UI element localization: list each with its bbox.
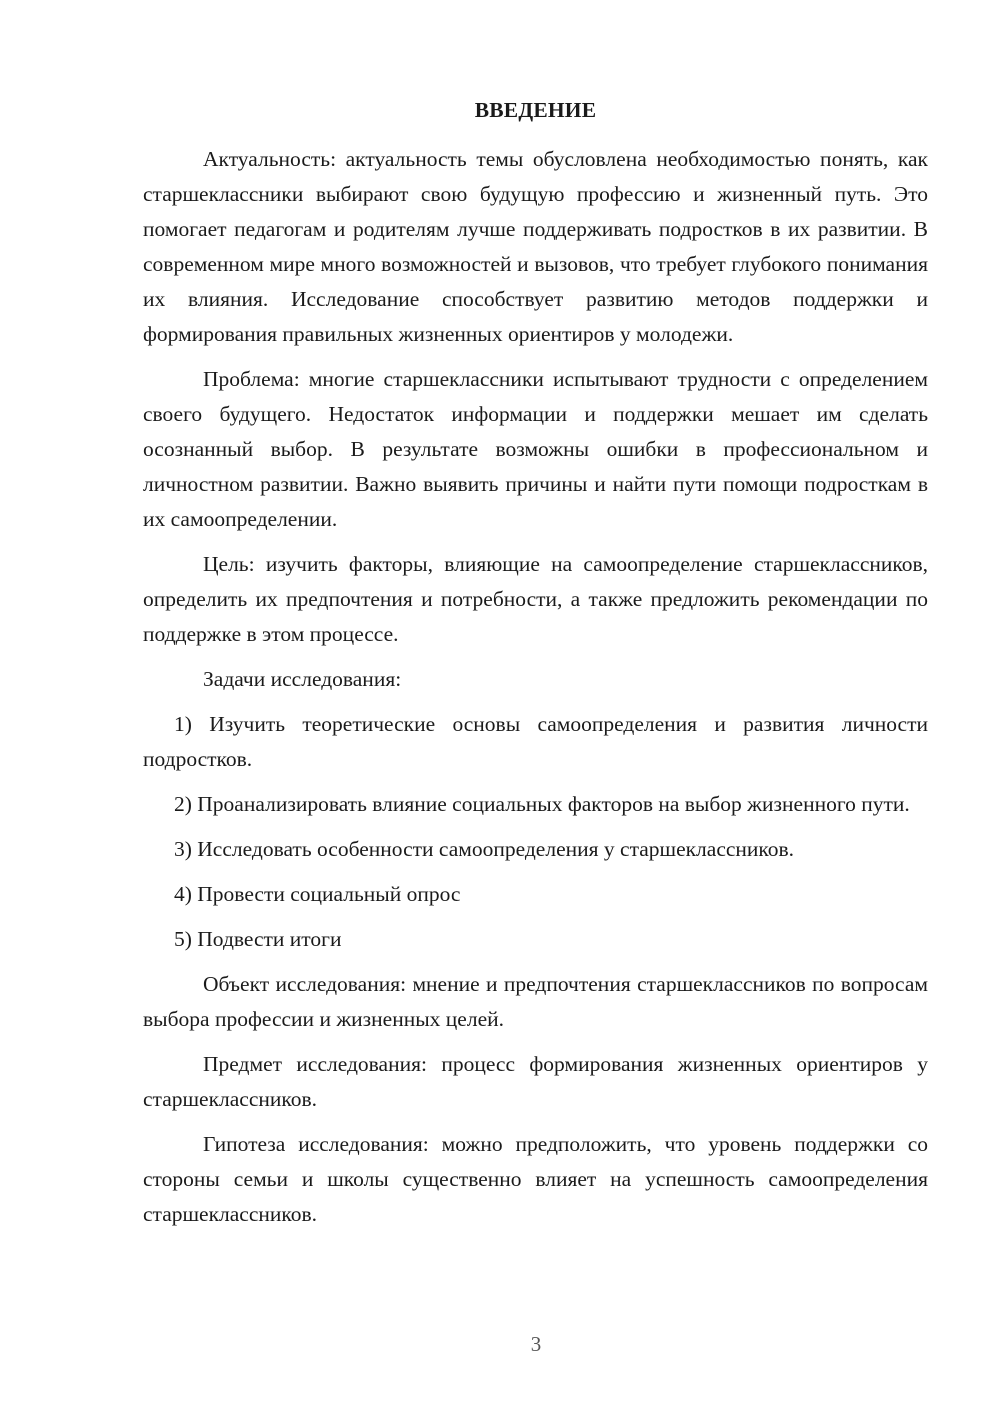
task-item-3: 3) Исследовать особенности самоопределения у старшеклассников.: [174, 837, 795, 861]
task-item-4: 4) Провести социальный опрос: [174, 882, 461, 906]
goal-paragraph: Цель: изучить факторы, влияющие на самоопределение старшеклассников, определить их предпочтения и потребности, а также предложить рекомендации по поддержке в этом процессе.: [143, 552, 928, 646]
tasks-heading: Задачи исследования:: [203, 667, 402, 691]
task-item-2: 2) Проанализировать влияние социальных факторов на выбор жизненного пути.: [174, 792, 910, 816]
subject-paragraph: Предмет исследования: процесс формирования жизненных ориентиров у старшеклассников.: [143, 1052, 928, 1111]
problem-paragraph: Проблема: многие старшеклассники испытывают трудности с определением своего будущего. Недостаток информации и поддержки мешает им сделать осознанный выбор. В результате возможны ошибки в профессиональном и личностном развитии. Важно выявить причины и найти пути помощи подросткам в их самоопределении.: [143, 367, 928, 531]
task-item-5: 5) Подвести итоги: [174, 927, 342, 951]
page-title: ВВЕДЕНИЕ: [474, 98, 597, 122]
task-item-1: 1) Изучить теоретические основы самоопределения и развития личности подростков.: [143, 712, 928, 771]
object-paragraph: Объект исследования: мнение и предпочтения старшеклассников по вопросам выбора профессии и жизненных целей.: [143, 972, 928, 1031]
hypothesis-paragraph: Гипотеза исследования: можно предположить, что уровень поддержки со стороны семьи и школы существенно влияет на успешность самоопределения старшеклассников.: [143, 1132, 928, 1226]
document-page: [143, 93, 928, 1242]
relevance-paragraph: Актуальность: актуальность темы обусловлена необходимостью понять, как старшеклассники выбирают свою будущую профессию и жизненный путь. Это помогает педагогам и родителям лучше поддерживать подростков в их развитии. В современном мире много возможностей и вызовов, что требует глубокого понимания их влияния. Исследование способствует развитию методов поддержки и формирования правильных жизненных ориентиров у молодежи.: [143, 147, 928, 346]
page-number: 3: [530, 1332, 542, 1356]
